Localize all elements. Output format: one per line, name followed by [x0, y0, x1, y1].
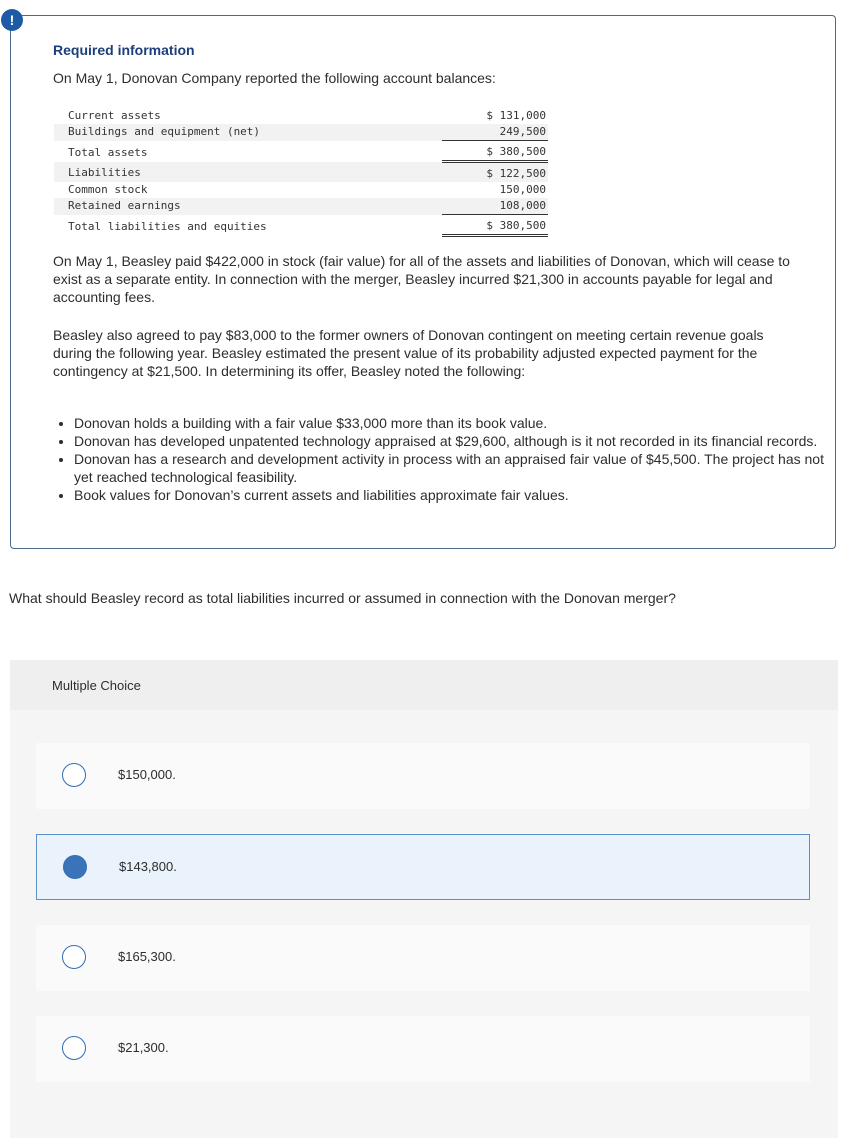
table-row [54, 162, 548, 183]
balance-label: Buildings and equipment (net) [54, 124, 442, 141]
table-row [54, 141, 548, 162]
balance-label: Retained earnings [54, 198, 442, 215]
choice-label: $150,000. [118, 767, 176, 782]
list-item: • Book values for Donovan’s current assets and liabilities approximate fair values. [74, 486, 824, 504]
balance-amount: $ 131,000 [486, 109, 546, 122]
balance-label: Common stock [68, 183, 148, 196]
table-row [54, 198, 548, 215]
table-row [54, 215, 548, 236]
choice-option-1[interactable] [36, 743, 810, 809]
balance-label: Current assets [68, 109, 161, 122]
list-item: • Donovan has developed unpatented technology appraised at $29,600, although is it not recorded in its financial records. [74, 432, 824, 450]
radio-button-selected[interactable] [63, 855, 87, 879]
choice-label: $165,300. [118, 949, 176, 964]
table-row [54, 124, 548, 141]
multiple-choice-title: Multiple Choice [52, 678, 141, 693]
list-item: • Donovan has a research and development activity in process with an appraised fair value of $45,500. The project has not yet reached technological feasibility. [74, 450, 824, 486]
radio-button[interactable] [62, 1036, 86, 1060]
table-row [54, 182, 548, 198]
choice-label: $143,800. [119, 859, 177, 874]
intro-text: On May 1, Donovan Company reported the following account balances: [53, 70, 496, 86]
merger-paragraph: On May 1, Beasley paid $422,000 in stock (fair value) for all of the assets and liabilities of Donovan, which will cease to exist as a separate entity. In connection with the merger, Beasley incurred $21,300 in accounts payable for legal and accounting fees. [53, 253, 790, 305]
multiple-choice-panel [10, 660, 838, 1138]
question-text: What should Beasley record as total liabilities incurred or assumed in connection with the Donovan merger? [9, 590, 676, 606]
balance-amount: $ 380,500 [442, 141, 548, 162]
list-item: • Donovan holds a building with a fair value $33,000 more than its book value. [74, 414, 824, 432]
balance-amount: $ 122,500 [442, 162, 548, 183]
required-information-title: Required information [53, 42, 195, 58]
alert-icon: ! [1, 9, 23, 31]
choice-label: $21,300. [118, 1040, 169, 1055]
balance-amount: $ 380,500 [442, 215, 548, 236]
contingency-paragraph: Beasley also agreed to pay $83,000 to the former owners of Donovan contingent on meeting certain revenue goals during the following year. Beasley estimated the present value of its probability adjusted expected payment for the contingency at $21,500. In determining its offer, Beasley noted the following: [53, 327, 764, 379]
table-row [54, 108, 548, 124]
radio-button[interactable] [62, 763, 86, 787]
balance-label: Total liabilities and equities [68, 219, 267, 233]
balance-label: Liabilities [54, 162, 442, 183]
choice-option-2-selected[interactable] [36, 834, 810, 900]
choice-option-4[interactable] [36, 1016, 810, 1082]
required-information-panel [10, 15, 836, 549]
balance-amount: 108,000 [442, 198, 548, 215]
balance-amount: 249,500 [442, 124, 548, 141]
account-balances-table [54, 108, 548, 237]
multiple-choice-header [10, 660, 838, 710]
balance-label: Total assets [68, 145, 148, 159]
notes-list [53, 414, 824, 504]
choice-option-3[interactable] [36, 925, 810, 991]
radio-button[interactable] [62, 945, 86, 969]
balance-amount: 150,000 [499, 183, 546, 196]
